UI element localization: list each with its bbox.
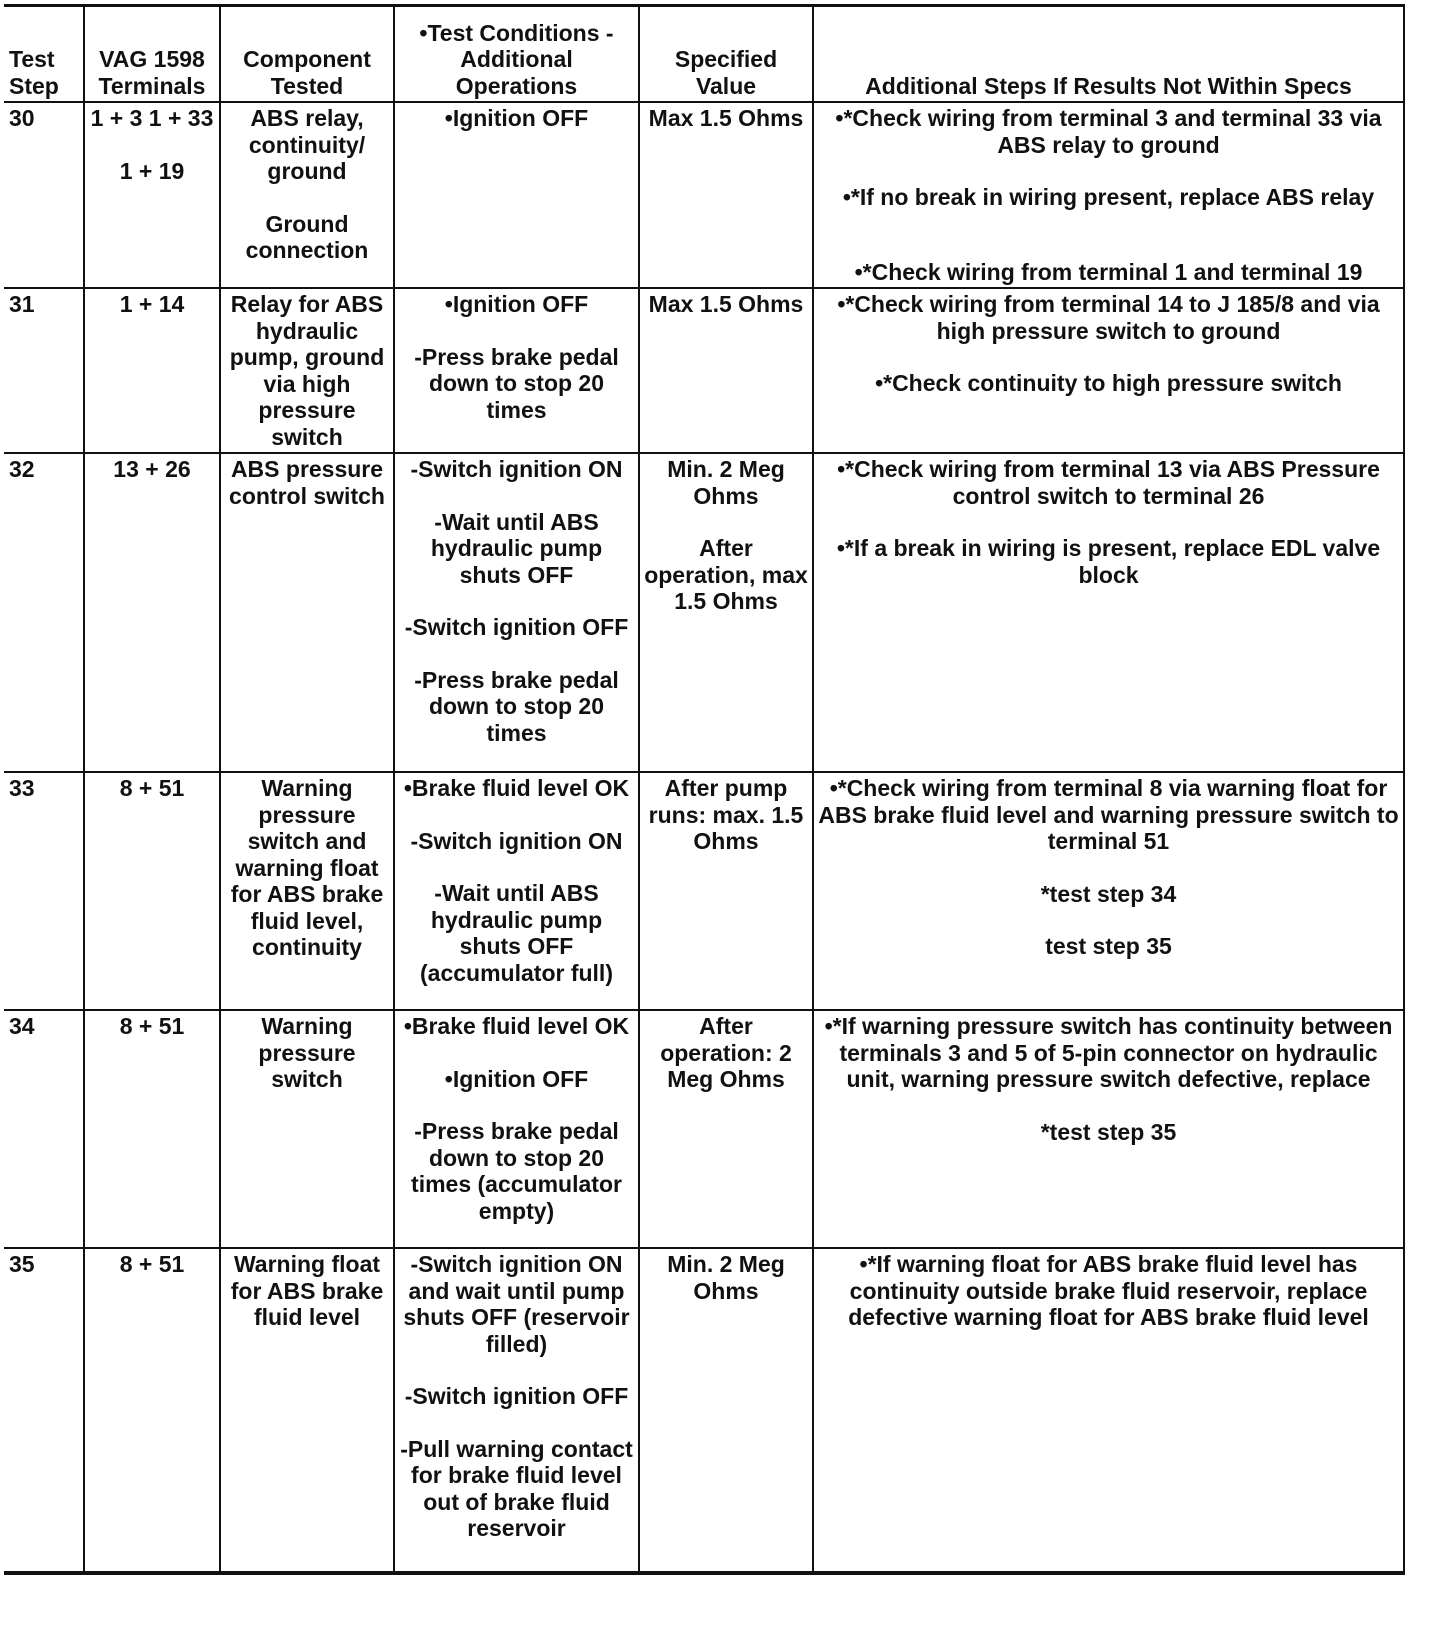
text-line: After operation, max 1.5 Ohms [644, 535, 808, 614]
cell-specified [639, 1248, 813, 1573]
header-component: Component Tested [220, 6, 394, 103]
text-line: -Switch ignition OFF [404, 614, 629, 640]
text-line: Relay for ABS hydraulic pump, ground via high pressure switch [229, 291, 385, 450]
text-line: •*Check wiring from terminal 8 via warning float for ABS brake fluid level and warning pressure switch to terminal 51 [818, 775, 1399, 854]
table-row [4, 1248, 1404, 1573]
cell-step: 31 [4, 288, 84, 453]
cell-step: 32 [4, 453, 84, 772]
text-line: *test step 34 [1040, 880, 1177, 907]
text-line: •Ignition OFF [444, 291, 589, 317]
text-line: 13 + 26 [113, 456, 191, 482]
cell-component [220, 102, 394, 288]
cell-terminals [84, 102, 220, 288]
cell-conditions [394, 772, 639, 1010]
spec-sheet [4, 4, 1404, 1575]
cell-specified [639, 772, 813, 1010]
cell-step: 35 [4, 1248, 84, 1573]
cell-additional [813, 288, 1404, 453]
cell-conditions [394, 453, 639, 772]
text-line: 1 + 14 [119, 291, 185, 317]
cell-terminals [84, 288, 220, 453]
text-line: •Brake fluid level OK [403, 775, 630, 801]
text-line: -Press brake pedal down to stop 20 times [414, 666, 619, 746]
text-line: •*If warning float for ABS brake fluid level has continuity outside brake fluid reservoir, replace defective warning float for ABS brake fluid level [848, 1251, 1369, 1330]
text-line: •*Check wiring from terminal 14 to J 185/8 and via high pressure switch to ground [837, 291, 1380, 344]
table-row [4, 453, 1404, 772]
cell-specified [639, 102, 813, 288]
table-row [4, 102, 1404, 288]
cell-terminals [84, 1010, 220, 1248]
cell-component [220, 1010, 394, 1248]
cell-specified [639, 1010, 813, 1248]
text-line: Max 1.5 Ohms [648, 291, 804, 317]
table-row [4, 1010, 1404, 1248]
cell-additional [813, 453, 1404, 772]
text-line: -Pull warning contact for brake fluid level out of brake fluid reservoir [400, 1435, 633, 1541]
text-line: 8 + 51 [119, 1251, 185, 1277]
text-line: -Switch ignition OFF [404, 1383, 629, 1409]
cell-additional [813, 1010, 1404, 1248]
text-line: After pump runs: max. 1.5 Ohms [648, 775, 804, 854]
text-line: ABS pressure control switch [229, 456, 385, 509]
text-line: -Switch ignition ON [410, 827, 623, 854]
cell-component [220, 453, 394, 772]
text-line: Ground connection [245, 210, 369, 263]
text-line: Max 1.5 Ohms [648, 105, 804, 131]
cell-step: 30 [4, 102, 84, 288]
text-line: test step 35 [1045, 933, 1172, 959]
cell-specified [639, 453, 813, 772]
text-line: -Press brake pedal down to stop 20 times [414, 343, 619, 423]
text-line: *test step 35 [1040, 1118, 1177, 1145]
header-specified: Specified Value [639, 6, 813, 103]
text-line: •*If warning pressure switch has continuity between terminals 3 and 5 of 5-pin connector on hydraulic unit, warning pressure switch defective, replace [824, 1013, 1393, 1092]
header-row [4, 6, 1404, 103]
header-test-step: Test Step [4, 6, 84, 103]
text-line: •Brake fluid level OK [403, 1013, 630, 1039]
cell-conditions [394, 1248, 639, 1573]
cell-step: 34 [4, 1010, 84, 1248]
cell-terminals [84, 1248, 220, 1573]
cell-step: 33 [4, 772, 84, 1010]
cell-terminals [84, 453, 220, 772]
text-line: ABS relay, continuity/ ground [248, 105, 366, 184]
cell-specified [639, 288, 813, 453]
cell-additional [813, 102, 1404, 288]
text-line: •*If a break in wiring is present, replace EDL valve block [836, 535, 1381, 588]
text-line: •*Check wiring from terminal 13 via ABS Pressure control switch to terminal 26 [837, 456, 1380, 509]
text-line: -Wait until ABS hydraulic pump shuts OFF (accumulator full) [420, 880, 613, 986]
text-line: •*Check wiring from terminal 1 and terminal 19 [854, 258, 1363, 285]
table-row [4, 288, 1404, 453]
text-line: Warning pressure switch [258, 1013, 356, 1092]
text-line: -Switch ignition ON and wait until pump shuts OFF (reservoir filled) [403, 1251, 630, 1357]
cell-conditions [394, 102, 639, 288]
header-conditions: •Test Conditions -Additional Operations [394, 6, 639, 103]
text-line: After operation: 2 Meg Ohms [660, 1013, 792, 1092]
text-line: •*If no break in wiring present, replace ABS relay [842, 184, 1375, 210]
cell-terminals [84, 772, 220, 1010]
text-line: Min. 2 Meg Ohms [667, 1251, 785, 1304]
cell-additional [813, 1248, 1404, 1573]
cell-conditions [394, 1010, 639, 1248]
header-additional: Additional Steps If Results Not Within Specs [813, 6, 1404, 103]
text-line: 1 + 3 1 + 33 [90, 105, 214, 131]
text-line: 8 + 51 [119, 775, 185, 801]
text-line: 8 + 51 [119, 1013, 185, 1039]
text-line: •*Check wiring from terminal 3 and terminal 33 via ABS relay to ground [835, 105, 1382, 158]
cell-conditions [394, 288, 639, 453]
text-line: •Ignition OFF [444, 105, 589, 131]
header-terminals: VAG 1598 Terminals [84, 6, 220, 103]
text-line: •*Check continuity to high pressure switch [875, 370, 1342, 396]
cell-component [220, 1248, 394, 1573]
text-line: -Switch ignition ON [410, 456, 623, 482]
text-line: Warning float for ABS brake fluid level [230, 1251, 384, 1330]
text-line: -Wait until ABS hydraulic pump shuts OFF [430, 508, 603, 588]
table-row [4, 772, 1404, 1010]
cell-component [220, 288, 394, 453]
abs-test-table [4, 4, 1405, 1575]
text-line: •Ignition OFF [444, 1065, 589, 1092]
text-line: Warning pressure switch and warning float for ABS brake fluid level, continuity [230, 775, 384, 960]
text-line: 1 + 19 [119, 157, 185, 184]
cell-additional [813, 772, 1404, 1010]
cell-component [220, 772, 394, 1010]
text-line: Min. 2 Meg Ohms [667, 456, 785, 509]
text-line: -Press brake pedal down to stop 20 times (accumulator empty) [411, 1118, 622, 1224]
